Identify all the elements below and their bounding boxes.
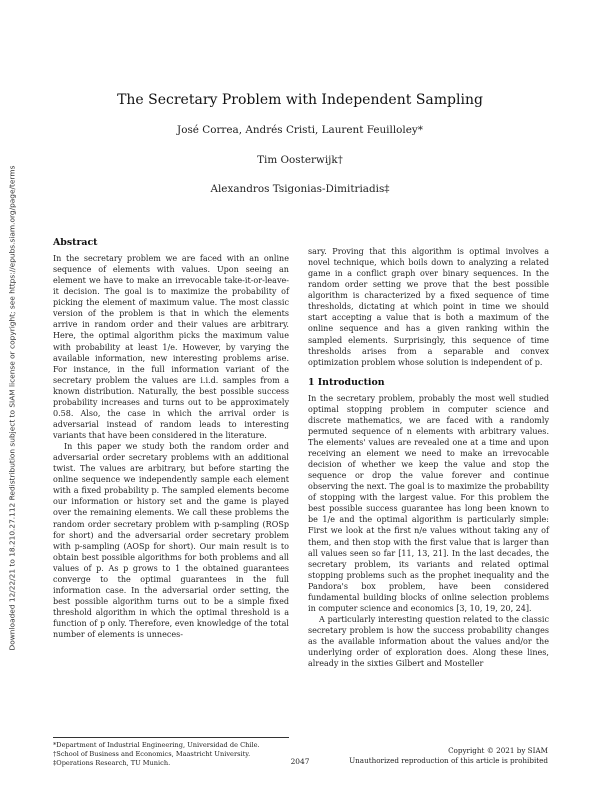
left-column (53, 237, 289, 640)
introduction-heading: 1 Introduction (308, 376, 385, 388)
authors-line-3: Alexandros Tsigonias-Dimitriadis‡ (210, 183, 390, 195)
right-column (308, 246, 549, 669)
authors-line-2: Tim Oosterwijk† (257, 154, 343, 166)
authors-line-1: José Correa, Andrés Cristi, Laurent Feuilloley* (177, 124, 423, 136)
download-notice-sidebar (0, 0, 24, 798)
footnote-affiliation-2: †School of Business and Economics, Maastricht University. (53, 750, 251, 758)
abstract-paragraph-2: In this paper we study both the random order and adversarial order secretary problems with an additional twist. The values are arbitrary, but before starting the online sequence we independently sample each element with a fixed probability p. The sampled elements become our information or history set and the game is played over the remaining elements. We call these problems the random order secretary problem with p-sampling (ROSp for short) and the adversarial order secretary problem with p-sampling (AOSp for short). Our main result is to obtain best possible algorithms for both problems and all values of p. As p grows to 1 the obtained guarantees converge to the optimal guarantees in the full information case. In the adversarial order setting, the best possible algorithm turns out to be a simple fixed threshold algorithm in which the optimal threshold is a function of p only. Therefore, even knowledge of the total number of elements is unneces- (53, 442, 289, 640)
introduction-paragraph-1: In the secretary problem, probably the most well studied optimal stopping problem in computer science and discrete mathematics, we are faced with a randomly permuted sequence of n elements with arbitrary values. The elements' values are revealed one at a time and upon receiving an element we need to make an irrevocable decision of whether we keep the value and stop the sequence or drop the value forever and continue observing the next. The goal is to maximize the probability of stopping with the largest value. For this problem the best possible success guarantee has long been known to be 1/e and the optimal algorithm is particularly simple: First we look at the first n/e values without taking any of them, and then stop with the first value that is larger than all values seen so far [11, 13, 21]. In the last decades, the secretary problem, its variants and related optimal stopping problems such as the prophet inequality and the Pandora's box problem, have been considered fundamental building blocks of online selection problems in computer science and economics [3, 10, 19, 20, 24]. (308, 393, 549, 613)
abstract-paragraph-1: In the secretary problem we are faced with an online sequence of elements with values. Upon seeing an element we have to make an irrevocable take-it-or-leave-it decision. The goal is to maximize the probability of picking the element of maximum value. The most classic version of the problem is that in which the elements arrive in random order and their values are arbitrary. Here, the optimal algorithm picks the maximum value with probability at least 1/e. However, by varying the available information, new interesting problems arise. For instance, in the full information variant of the secretary problem the values are i.i.d. samples from a known distribution. Naturally, the best possible success probability increases and turns out to be approximately 0.58. Also, the case in which the arrival order is adversarial instead of random leads to interesting variants that have been considered in the literature. (53, 254, 289, 440)
abstract-heading: Abstract (53, 237, 98, 248)
abstract-paragraph-3: sary. Proving that this algorithm is optimal involves a novel technique, which boils down to analyzing a related game in a conflict graph over binary sequences. In the random order setting we prove that the best possible algorithm is characterized by a fixed sequence of time thresholds, dictating at which point in time we should start accepting a value that is both a maximum of the online sequence and has a given ranking within the sampled elements. Surprisingly, this sequence of time thresholds arises from a separable and convex optimization problem whose solution is independent of p. (308, 247, 549, 367)
reproduction-line: Unauthorized reproduction of this article is prohibited (349, 755, 548, 765)
footnote-affiliation-3: ‡Operations Research, TU Munich. (53, 759, 171, 767)
paper-title: The Secretary Problem with Independent Sampling (117, 92, 483, 108)
footnote-affiliation-1: *Department of Industrial Engineering, Universidad de Chile. (53, 741, 260, 749)
copyright-notice (349, 746, 548, 765)
page-number: 2047 (290, 757, 310, 766)
introduction-paragraph-2: A particularly interesting question related to the classic secretary problem is how the success probability changes as the available information about the values and/or the underlying order of exploration does. Along these lines, already in the sixties Gilbert and Mosteller (308, 614, 549, 669)
download-notice: Downloaded 12/22/21 to 18.210.27.112 Redistribution subject to SIAM license or copyright; see https://epubs.siam.org/page/terms (7, 165, 17, 651)
copyright-line: Copyright © 2021 by SIAM (448, 746, 548, 755)
